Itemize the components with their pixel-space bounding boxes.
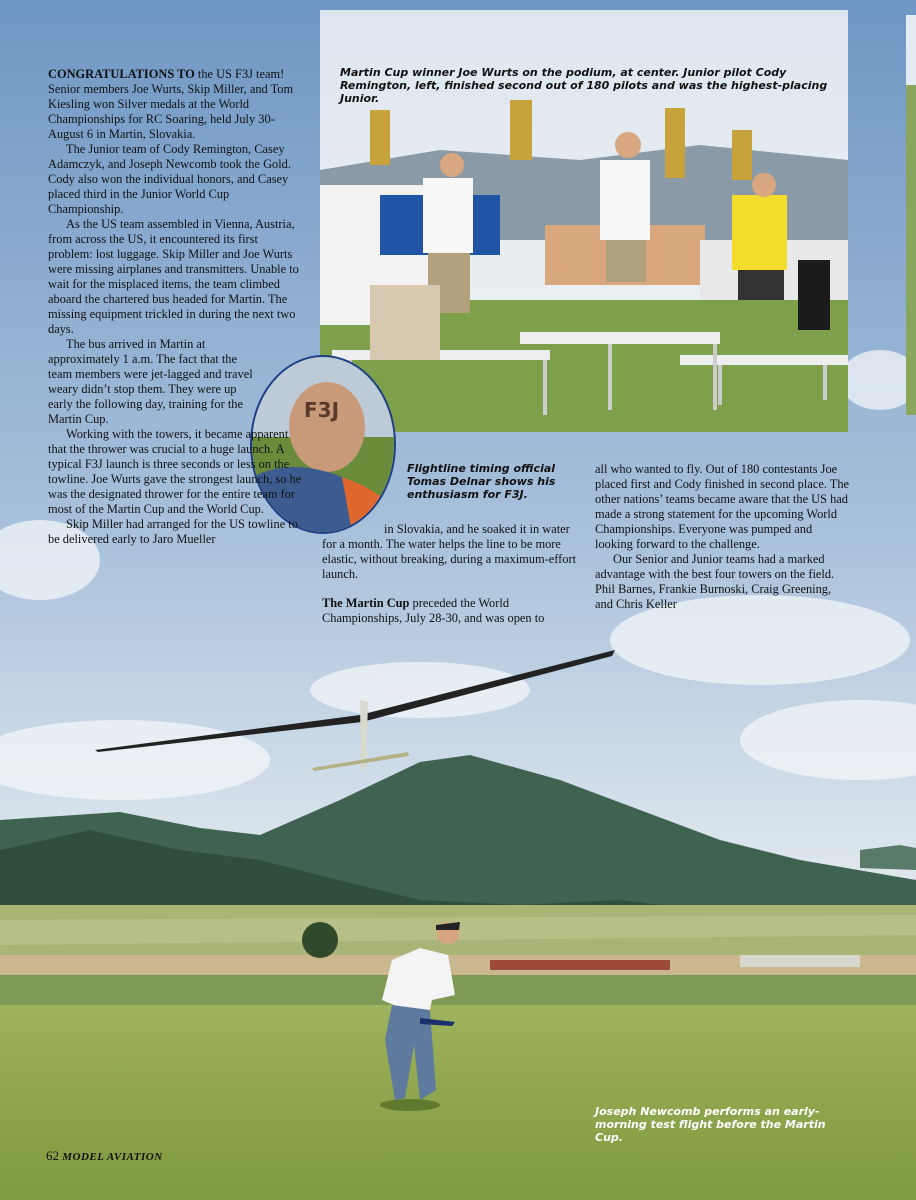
paragraph: CONGRATULATIONS TO the US F3J team! Senior members Joe Wurts, Skip Miller, and Tom Kiesling won Silver medals at the World Championships for RC Soaring, held July 30-August 6 in Martin, Slovakia. bbox=[48, 67, 294, 141]
paragraph: The Martin Cup preceded the World Championships, July 28-30, and was open to bbox=[322, 596, 545, 625]
paragraph: Skip Miller had arranged for the US towline to be delivered early to Jaro Mueller bbox=[48, 517, 298, 546]
paragraph: As the US team assembled in Vienna, Austria, from across the US, it encountered its first problem: lost luggage. Skip Miller and Joe Wurts were missing airplanes and transmitters. Unable to wait for the misplaced items, the team climbed aboard the chartered bus headed for Martin. The missing equipment trickled in during the next two days. bbox=[48, 217, 299, 336]
paragraph: The bus arrived in Martin at approximately 1 a.m. The fact that the team members were jet-lagged and travel weary didn’t stop them. They were up early the following day, training for the Martin Cup. bbox=[48, 337, 253, 426]
podium-caption: Martin Cup winner Joe Wurts on the podium, at center. Junior pilot Cody Remington, left, finished second out of 180 pilots and was the highest-placing Junior. bbox=[340, 66, 828, 105]
paragraph: Working with the towers, it became apparent that the thrower was crucial to a huge launch. A typical F3J launch is three seconds or less on the towline. Joe Wurts gave the strongest launch, so he was the designated thrower for the entire team for most of the Martin Cup and the World Cup. bbox=[48, 427, 302, 516]
lead-in: CONGRATULATIONS TO bbox=[48, 67, 195, 81]
article-column-1 bbox=[48, 67, 302, 547]
magazine-name: MODEL AVIATION bbox=[62, 1151, 163, 1163]
paragraph: Our Senior and Junior teams had a marked advantage with the best four towers on the field. Phil Barnes, Frankie Burnoski, Craig Greening, and Chris Keller bbox=[595, 552, 835, 611]
subhead: The Martin Cup bbox=[322, 596, 410, 610]
inset-caption: Flightline timing official Tomas Delnar shows his enthusiasm for F3J. bbox=[407, 462, 556, 501]
paragraph: The Junior team of Cody Remington, Casey Adamczyk, and Joseph Newcomb took the Gold. Cody also won the individual honors, and Casey placed third in the Junior World Cup Championship. bbox=[48, 142, 291, 216]
head-text: F3J bbox=[304, 398, 340, 422]
article-column-3 bbox=[595, 462, 850, 612]
page-number: 62 bbox=[46, 1148, 59, 1163]
page-footer bbox=[46, 1148, 163, 1164]
paragraph: all who wanted to fly. Out of 180 contestants Joe placed first and Cody finished in second place. The other nations’ teams became aware that the US had made a strong statement for the upcoming World Championships. Everyone was pumped and looking forward to the challenge. bbox=[595, 462, 850, 551]
paragraph: in Slovakia, and he soaked it in water for a month. The water helps the line to be more elastic, without breaking, during a maximum-effort launch. bbox=[322, 522, 577, 581]
article-column-2 bbox=[322, 522, 580, 626]
launch-caption: Joseph Newcomb performs an early-morning test flight before the Martin Cup. bbox=[595, 1105, 826, 1144]
